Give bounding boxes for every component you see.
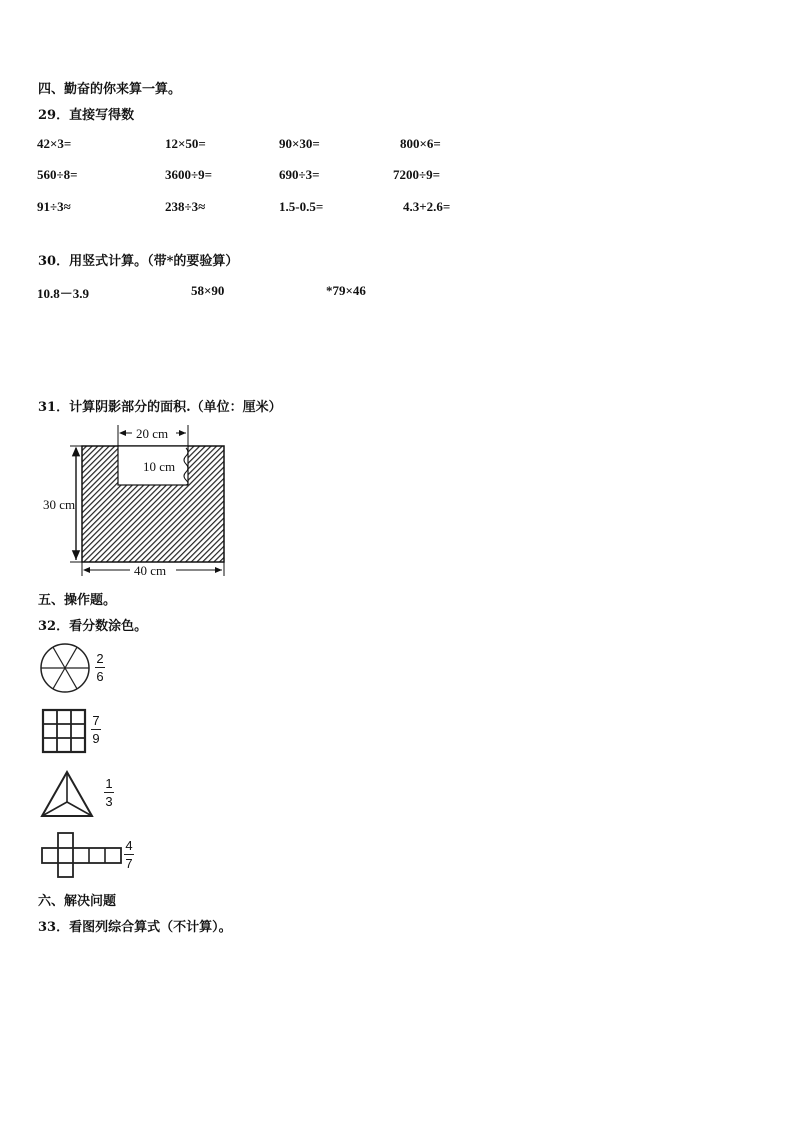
denominator: 3: [105, 794, 113, 809]
q30-item: 10.8－3.9: [37, 286, 90, 301]
numerator: 4: [125, 838, 133, 853]
q29-expr: 690÷3=: [279, 167, 320, 182]
denominator: 7: [125, 856, 133, 871]
q29-expr: 800×6=: [400, 136, 441, 151]
top-dimension-label: 20 cm: [136, 426, 169, 441]
fraction-1-3: [104, 776, 114, 809]
numerator: 7: [92, 713, 100, 728]
q33-title: 33．看图列综合算式（不计算）。: [38, 920, 232, 935]
q30-item: 58×90: [191, 283, 225, 298]
q29-expr: 7200÷9=: [393, 167, 441, 182]
q29-expr: 4.3+2.6=: [403, 199, 451, 214]
q29-title: 29．直接写得数: [38, 108, 135, 123]
fraction-7-9: [91, 713, 101, 746]
q29-expr: 3600÷9=: [165, 167, 213, 182]
bottom-dimension-label: 40 cm: [134, 563, 167, 578]
inner-height-label: 10 cm: [143, 459, 176, 474]
circle-six-sectors-figure: [39, 642, 91, 694]
q29-expr: 238÷3≈: [165, 199, 206, 214]
q29-expr: 91÷3≈: [37, 199, 71, 214]
numerator: 1: [105, 776, 113, 791]
section5-title: 五、操作题。: [38, 593, 117, 608]
denominator: 6: [96, 669, 104, 684]
fraction-4-7: [124, 838, 134, 871]
q29-expr: 42×3=: [37, 136, 72, 151]
q30-item: *79×46: [326, 283, 366, 298]
section4-title: 四、勤奋的你来算一算。: [38, 82, 182, 97]
denominator: 9: [92, 731, 100, 746]
fraction-2-6: [95, 651, 105, 684]
q29-expr: 560÷8=: [37, 167, 78, 182]
triangle-three-parts-figure: [40, 770, 94, 818]
q32-title: 32．看分数涂色。: [38, 619, 148, 634]
q29-expr: 1.5-0.5=: [279, 199, 324, 214]
section6-title: 六、解决问题: [38, 894, 117, 909]
cross-net-figure: [41, 832, 123, 878]
q31-title: 31．计算阴影部分的面积.（单位：厘米）: [38, 400, 282, 415]
q30-title: 30．用竖式计算。（带*的要验算）: [38, 254, 239, 269]
q29-expr: 12×50=: [165, 136, 206, 151]
numerator: 2: [96, 651, 104, 666]
square-grid-figure: [42, 709, 88, 753]
left-dimension-label: 30 cm: [43, 497, 76, 512]
q29-expr: 90×30=: [279, 136, 320, 151]
